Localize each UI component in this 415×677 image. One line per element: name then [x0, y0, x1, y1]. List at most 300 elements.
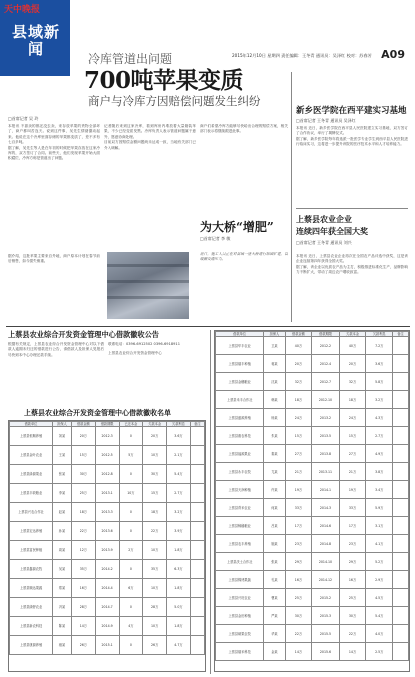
column-header: 借款金额 — [71, 422, 95, 427]
table-cell: 2013.1 — [95, 484, 119, 503]
table-cell: 郑某 — [53, 579, 72, 598]
lead-body-col3 — [8, 254, 100, 316]
paragraph: 本报讯 不靠卖的都还没去卖，来存放苹果的货物全部坏了，商户都叫苦连天。说到这件事，吴先生情绪激动起来。他说在这个冷库里面存储的苹果都变质了，差不多有七百多吨。 — [8, 124, 100, 145]
table-cell: 上蔡县禾丰合作社 — [216, 391, 264, 409]
table-cell — [393, 481, 409, 499]
section-banner — [0, 0, 70, 76]
table-cell: 17万 — [339, 517, 366, 535]
table-cell: 5.4万 — [366, 607, 393, 625]
table-cell: 29万 — [339, 553, 366, 571]
table-cell: 33万 — [285, 499, 312, 517]
table-cell: 5万 — [119, 446, 143, 465]
table-row — [216, 643, 409, 661]
table-cell: 6万 — [119, 579, 143, 598]
table-cell: 20万 — [285, 355, 312, 373]
table-cell: 15万 — [143, 484, 167, 503]
table-cell — [393, 643, 409, 661]
paragraph: 联系电话：0396-6912502 0396-6918911 — [108, 342, 181, 346]
table-cell — [393, 499, 409, 517]
table-row — [10, 598, 205, 617]
column-header: 借款单位 — [216, 332, 264, 337]
loan-notice-body-col1 — [8, 342, 104, 404]
photo-detail — [107, 264, 189, 267]
table-cell: 0 — [119, 522, 143, 541]
table-cell: 2013.6 — [95, 522, 119, 541]
table-cell: 26万 — [71, 636, 95, 655]
table-cell: 2013.5 — [312, 427, 339, 445]
table-cell: 上蔡县绿源果业 — [10, 465, 53, 484]
lead-body-col4 — [200, 124, 288, 214]
table-cell: 陈某 — [53, 617, 72, 636]
table-cell: 刘某 — [53, 427, 72, 446]
table-cell: 23万 — [285, 535, 312, 553]
table-cell: 14万 — [339, 643, 366, 661]
lead-byline: □首席记者 吴 玲 — [8, 116, 39, 121]
table-cell: 0 — [119, 560, 143, 579]
table-cell — [393, 373, 409, 391]
table-cell: 2015.1 — [95, 636, 119, 655]
table-cell: 2.5万 — [366, 643, 393, 661]
table-cell: 4.5万 — [366, 589, 393, 607]
table-cell: 3.2万 — [366, 391, 393, 409]
table-cell: 4万 — [119, 617, 143, 636]
pipes-photo — [107, 252, 189, 319]
table-row — [216, 499, 409, 517]
paragraph: 根据有关规定，上蔡县农业综合开发资金管理中心对以下借款人逾期未归还的借款进行公告，请借款人及担保人见报后尽快到本中心办理还款手续。 — [8, 342, 104, 357]
table-cell: 30万 — [71, 465, 95, 484]
table-cell: 27万 — [339, 445, 366, 463]
loan-table-left — [8, 420, 206, 672]
table-cell: 上蔡县绿野农业 — [10, 598, 53, 617]
table-cell: 32万 — [285, 373, 312, 391]
table-cell: 14万 — [71, 617, 95, 636]
table-cell: 22万 — [339, 625, 366, 643]
table-cell: 2012.2 — [312, 337, 339, 355]
story3-byline: □首席记者 王冬青 通讯员 刘兴 — [296, 240, 352, 245]
table-cell: 5.2万 — [366, 553, 393, 571]
photo-detail — [107, 296, 189, 299]
table-cell: 1.8万 — [167, 541, 191, 560]
table-cell: 24万 — [339, 409, 366, 427]
table-cell: 上蔡县农丰养殖 — [216, 535, 264, 553]
table-cell: 40万 — [285, 337, 312, 355]
loan-notice-title: 上蔡县农业综合开发资金管理中心借款徽收公告 — [8, 330, 159, 339]
table-cell — [190, 427, 204, 446]
table-cell — [393, 427, 409, 445]
table-cell: 3.4万 — [366, 481, 393, 499]
bridge-byline: □首席记者 李 敏 — [200, 236, 231, 241]
table-cell: 张某 — [53, 465, 72, 484]
paragraph: 据了解，吴先生等人是在年初的时候把苹果存放在这家冷库的，双方签订了合同。前些天，他们发现苹果开始大面积腐烂，冷库方称是管道出了问题。 — [8, 145, 100, 161]
table-cell: 0 — [119, 598, 143, 617]
column-header: 担保人 — [264, 332, 285, 337]
lead-body-col2 — [104, 124, 196, 214]
table-row — [10, 465, 205, 484]
table-cell: 2014.9 — [95, 617, 119, 636]
table-cell — [190, 484, 204, 503]
table-cell: 20万 — [143, 427, 167, 446]
table-cell: 2014.10 — [312, 553, 339, 571]
table-cell: 上蔡县新农科技 — [10, 617, 53, 636]
table-row — [10, 446, 205, 465]
table-cell: 30万 — [339, 607, 366, 625]
table-cell — [393, 571, 409, 589]
table-cell: 2013.2 — [312, 409, 339, 427]
table-cell: 2012.5 — [95, 446, 119, 465]
table-cell: 上蔡县金田种植 — [216, 607, 264, 625]
page-number: A09 — [381, 48, 405, 61]
table-cell — [393, 463, 409, 481]
table-cell: 2014.8 — [312, 535, 339, 553]
table-cell: 16万 — [285, 571, 312, 589]
table-cell: 20万 — [339, 355, 366, 373]
table-cell: 10万 — [143, 541, 167, 560]
table-cell: 朱某 — [264, 427, 285, 445]
table-row — [10, 484, 205, 503]
table-cell: 尤某 — [264, 463, 285, 481]
paragraph: 商户们希望冷库方能够尽快给出合理的赔偿方案，相关部门表示将继续跟进此事。 — [200, 124, 288, 134]
table-cell: 上蔡县天润种植 — [216, 481, 264, 499]
newspaper-logo: 天中晚报 — [4, 5, 41, 15]
table-cell: 4.1万 — [366, 535, 393, 553]
table-cell: 18万 — [71, 503, 95, 522]
table-cell: 4.7万 — [167, 636, 191, 655]
table-cell — [393, 553, 409, 571]
table-cell: 杨某 — [264, 409, 285, 427]
table-cell: 17万 — [285, 517, 312, 535]
column-header: 欠款本金 — [339, 332, 366, 337]
table-cell: 7.2万 — [366, 337, 393, 355]
table-cell: 22万 — [285, 625, 312, 643]
table-row — [10, 427, 205, 446]
table-cell: 上蔡县顺达果蔬 — [10, 579, 53, 598]
table-cell: 李某 — [53, 484, 72, 503]
table-cell: 2012.10 — [312, 391, 339, 409]
table-cell: 35万 — [71, 560, 95, 579]
table-row — [216, 463, 409, 481]
table-cell — [393, 589, 409, 607]
table-cell: 30万 — [143, 465, 167, 484]
table-cell: 3.6万 — [167, 427, 191, 446]
table-cell: 上蔡县金穗粮业 — [216, 373, 264, 391]
table-row — [216, 625, 409, 643]
table-row — [10, 503, 205, 522]
table-cell: 21万 — [285, 463, 312, 481]
table-cell: 25万 — [71, 484, 95, 503]
table-cell: 金某 — [264, 643, 285, 661]
lead-headline: 700吨苹果变质 — [84, 67, 244, 94]
lead-subheadline: 商户与冷库方因赔偿问题发生纠纷 — [88, 94, 261, 108]
table-cell: 27万 — [285, 445, 312, 463]
column-header: 借款期限 — [95, 422, 119, 427]
column-header: 备注 — [190, 422, 204, 427]
table-cell: 2014.6 — [312, 517, 339, 535]
column-header: 备注 — [393, 332, 409, 337]
table-row — [216, 517, 409, 535]
column-header: 欠款利息 — [167, 422, 191, 427]
table-cell: 2014.3 — [312, 499, 339, 517]
table-cell — [393, 355, 409, 373]
table-row — [216, 445, 409, 463]
table-row — [216, 355, 409, 373]
table-row — [216, 553, 409, 571]
table-row — [216, 409, 409, 427]
table-cell: 2014.7 — [95, 598, 119, 617]
table-row — [216, 535, 409, 553]
table-cell: 5.8万 — [366, 373, 393, 391]
table-cell: 40万 — [339, 337, 366, 355]
story3-body — [296, 254, 408, 320]
table-cell: 张某 — [264, 553, 285, 571]
story2-byline: □首席记者 王冬青 通讯员 吴泽红 — [296, 118, 356, 123]
story3-headline: 上蔡县农业企业 — [296, 214, 352, 224]
table-cell: 15万 — [339, 427, 366, 445]
table-cell: 王某 — [53, 446, 72, 465]
story3-headline-line2: 连续四年获全国大奖 — [296, 226, 368, 236]
table-cell — [190, 560, 204, 579]
table-cell: 上蔡县宏达养殖 — [10, 522, 53, 541]
table-cell: 上蔡县瑞禾科技 — [216, 643, 264, 661]
table-cell: 蒋某 — [264, 355, 285, 373]
table-cell: 卫某 — [264, 337, 285, 355]
table-cell: 28万 — [143, 598, 167, 617]
table-cell — [190, 617, 204, 636]
table-cell: 19万 — [285, 481, 312, 499]
table-cell: 许某 — [264, 481, 285, 499]
table-cell: 2013.3 — [95, 503, 119, 522]
table-cell: 2012.7 — [312, 373, 339, 391]
section-divider — [296, 208, 408, 209]
table-cell: 褚某 — [53, 636, 72, 655]
table-cell: 24万 — [285, 409, 312, 427]
table-cell: 1.8万 — [167, 617, 191, 636]
table-cell: 曹某 — [264, 589, 285, 607]
table-cell: 上蔡县瑞丰种植 — [216, 355, 264, 373]
table-cell: 5.4万 — [167, 465, 191, 484]
table-cell: 沈某 — [264, 373, 285, 391]
paragraph: 据介绍，这批苹果主要来自外地，商户原本计划在春节前后销售，如今损失惨重。 — [8, 254, 100, 264]
table-cell: 上蔡县沃土合作社 — [216, 553, 264, 571]
table-cell: 孙某 — [53, 522, 72, 541]
paragraph: 本报讯 近日，新乡医学院在西平县人民医院建立实习基地，双方签订了合作协议，举行了揭牌仪式。 — [296, 126, 408, 136]
table-cell: 2.1万 — [167, 446, 191, 465]
table-cell: 4.0万 — [366, 625, 393, 643]
table-cell: 35万 — [143, 560, 167, 579]
table-cell: 冯某 — [53, 598, 72, 617]
paragraph: 据了解，新乡医学院每年将选派一批医学专业学生到西平县人民医院进行临床实习，这将进一步提升该院的医疗技术水平和人才培养能力。 — [296, 136, 408, 147]
table-cell — [393, 535, 409, 553]
table-cell: 2015.2 — [312, 589, 339, 607]
table-cell: 0 — [119, 503, 143, 522]
table-cell: 韩某 — [264, 391, 285, 409]
column-header: 借款金额 — [285, 332, 312, 337]
table-row — [216, 589, 409, 607]
table-cell — [190, 522, 204, 541]
table-cell — [190, 503, 204, 522]
table-cell: 严某 — [264, 607, 285, 625]
table-cell: 29万 — [285, 553, 312, 571]
table-cell — [393, 607, 409, 625]
bridge-headline: 为大桥“增肥” — [200, 220, 274, 234]
table-row — [216, 607, 409, 625]
table-cell: 10万 — [143, 617, 167, 636]
table-cell — [393, 445, 409, 463]
table-cell: 上蔡县永丰农牧 — [216, 463, 264, 481]
table-cell: 上蔡县金叶农业 — [10, 446, 53, 465]
table-cell — [393, 625, 409, 643]
table-cell: 上蔡县兴农合作社 — [10, 503, 53, 522]
section-title: 县域新闻 — [11, 23, 60, 58]
table-cell — [190, 446, 204, 465]
table-cell: 2013.11 — [312, 463, 339, 481]
column-header: 欠款本金 — [143, 422, 167, 427]
table-cell: 5.0万 — [167, 598, 191, 617]
table-cell: 上蔡县丰收粮业 — [10, 484, 53, 503]
table-cell: 吕某 — [264, 517, 285, 535]
table-row — [10, 579, 205, 598]
lead-kicker: 冷库管道出问题 — [88, 52, 173, 66]
table-cell: 上蔡县康源养殖 — [10, 636, 53, 655]
table-cell: 上蔡县华丰农业 — [216, 337, 264, 355]
table-cell: 16万 — [71, 579, 95, 598]
paragraph: 记者随后来到这家冷库，看到库房内堆放着大量箱装苹果，不少已经变质发黑。冷库负责人表示管道问题属于意外，愿意协商处理。 — [104, 124, 196, 139]
table-cell — [393, 409, 409, 427]
column-header: 借款期限 — [312, 332, 339, 337]
table-cell: 0 — [119, 465, 143, 484]
table-cell: 上蔡县惠农科技 — [216, 427, 264, 445]
bridge-caption: 近日，施工人员正在对县城一座大桥进行加固扩建，以缓解交通压力。 — [200, 252, 288, 262]
column-header: 担保人 — [53, 422, 72, 427]
table-cell — [393, 391, 409, 409]
loan-table-title: 上蔡县农业综合开发资金管理中心借款徽收名单 — [24, 408, 171, 417]
table-cell: 26万 — [143, 636, 167, 655]
column-header: 欠款利息 — [366, 332, 393, 337]
table-cell: 上蔡县硕果农牧 — [216, 625, 264, 643]
column-header: 已还本金 — [119, 422, 143, 427]
table-row — [216, 337, 409, 355]
column-header: 借款单位 — [10, 422, 53, 427]
table-cell: 25万 — [339, 589, 366, 607]
table-cell: 2014.2 — [95, 560, 119, 579]
table-cell: 2012.4 — [312, 355, 339, 373]
table-cell: 2015.5 — [312, 625, 339, 643]
table-row — [216, 391, 409, 409]
table-cell: 上蔡县盛源养殖 — [216, 409, 264, 427]
column-divider — [210, 330, 211, 674]
table-cell: 18万 — [285, 391, 312, 409]
table-cell: 15万 — [285, 427, 312, 445]
table-cell: 上蔡县锦绣果蔬 — [216, 571, 264, 589]
table-cell: 2.9万 — [366, 571, 393, 589]
table-cell: 4.9万 — [366, 445, 393, 463]
table-row — [10, 636, 205, 655]
table-cell — [190, 579, 204, 598]
table-cell: 30万 — [285, 607, 312, 625]
table-cell: 22万 — [143, 522, 167, 541]
table-cell: 22万 — [71, 522, 95, 541]
table-cell: 上蔡县兴旺农业 — [216, 589, 264, 607]
table-cell: 孔某 — [264, 571, 285, 589]
paragraph: 据了解，该企业以优质农产品为主打，积极推进标准化生产，品牌影响力不断扩大，带动了周边农户增收致富。 — [296, 264, 408, 275]
table-cell: 3.9万 — [167, 522, 191, 541]
loan-table-right — [214, 330, 410, 672]
table-cell — [393, 517, 409, 535]
table-cell: 10万 — [143, 446, 167, 465]
table-cell: 0 — [119, 427, 143, 446]
table-cell — [190, 636, 204, 655]
story2-body — [296, 126, 408, 198]
table-cell: 2013.8 — [312, 445, 339, 463]
notice-issuer: 上蔡县农业综合开发资金管理中心 — [108, 351, 162, 356]
table-row — [10, 560, 205, 579]
table-cell: 吴某 — [53, 560, 72, 579]
table-cell: 2.7万 — [167, 484, 191, 503]
table-cell: 上蔡县鑫源农牧 — [10, 560, 53, 579]
table-cell: 2015.3 — [312, 607, 339, 625]
story2-headline: 新乡医学院在西平建实习基地 — [296, 106, 407, 116]
table-cell: 2万 — [119, 541, 143, 560]
table-cell: 施某 — [264, 535, 285, 553]
table-cell: 18万 — [339, 391, 366, 409]
table-cell: 18万 — [143, 503, 167, 522]
table-cell — [190, 598, 204, 617]
table-cell: 2012.8 — [95, 465, 119, 484]
table-cell: 上蔡县恒顺养殖 — [10, 427, 53, 446]
table-cell: 19万 — [339, 481, 366, 499]
table-cell: 0 — [119, 636, 143, 655]
table-cell: 2013.9 — [95, 541, 119, 560]
table-cell: 28万 — [71, 598, 95, 617]
table-cell: 23万 — [339, 535, 366, 553]
table-cell: 1.8万 — [167, 579, 191, 598]
table-cell: 赵某 — [53, 503, 72, 522]
table-cell — [190, 465, 204, 484]
table-cell: 14万 — [285, 643, 312, 661]
table-cell: 32万 — [339, 373, 366, 391]
table-cell — [393, 337, 409, 355]
paragraph: 本报讯 近日，上蔡县农业企业再次在全国农产品评选中获奖，这是该企业连续第四年获得全国大奖。 — [296, 254, 408, 264]
table-cell: 2014.12 — [312, 571, 339, 589]
table-cell: 何某 — [264, 499, 285, 517]
table-cell: 上蔡县稼穑粮业 — [216, 517, 264, 535]
table-row — [216, 571, 409, 589]
table-row — [216, 427, 409, 445]
photo-detail — [107, 280, 189, 283]
loan-notice-body-col2 — [108, 342, 204, 404]
table-row — [10, 541, 205, 560]
table-cell: 16万 — [339, 571, 366, 589]
table-cell: 上蔡县青禾农业 — [216, 499, 264, 517]
table-cell: 2014.1 — [312, 481, 339, 499]
table-cell — [190, 541, 204, 560]
table-cell: 4.3万 — [366, 409, 393, 427]
table-cell: 5.9万 — [366, 499, 393, 517]
table-cell: 10万 — [143, 579, 167, 598]
table-cell: 2.7万 — [366, 427, 393, 445]
table-cell: 上蔡县富民种植 — [10, 541, 53, 560]
table-cell: 21万 — [339, 463, 366, 481]
table-cell: 华某 — [264, 625, 285, 643]
table-row — [216, 373, 409, 391]
table-cell: 25万 — [285, 589, 312, 607]
table-cell: 周某 — [53, 541, 72, 560]
column-divider — [291, 72, 292, 322]
table-cell: 秦某 — [264, 445, 285, 463]
table-cell: 2014.4 — [95, 579, 119, 598]
table-cell: 20万 — [71, 427, 95, 446]
table-cell: 6.3万 — [167, 560, 191, 579]
issue-meta: 2015年12月10日 星期四 责任编辑：王冬青 通讯员：吴泽红 校对：苏春芳 — [232, 53, 372, 58]
